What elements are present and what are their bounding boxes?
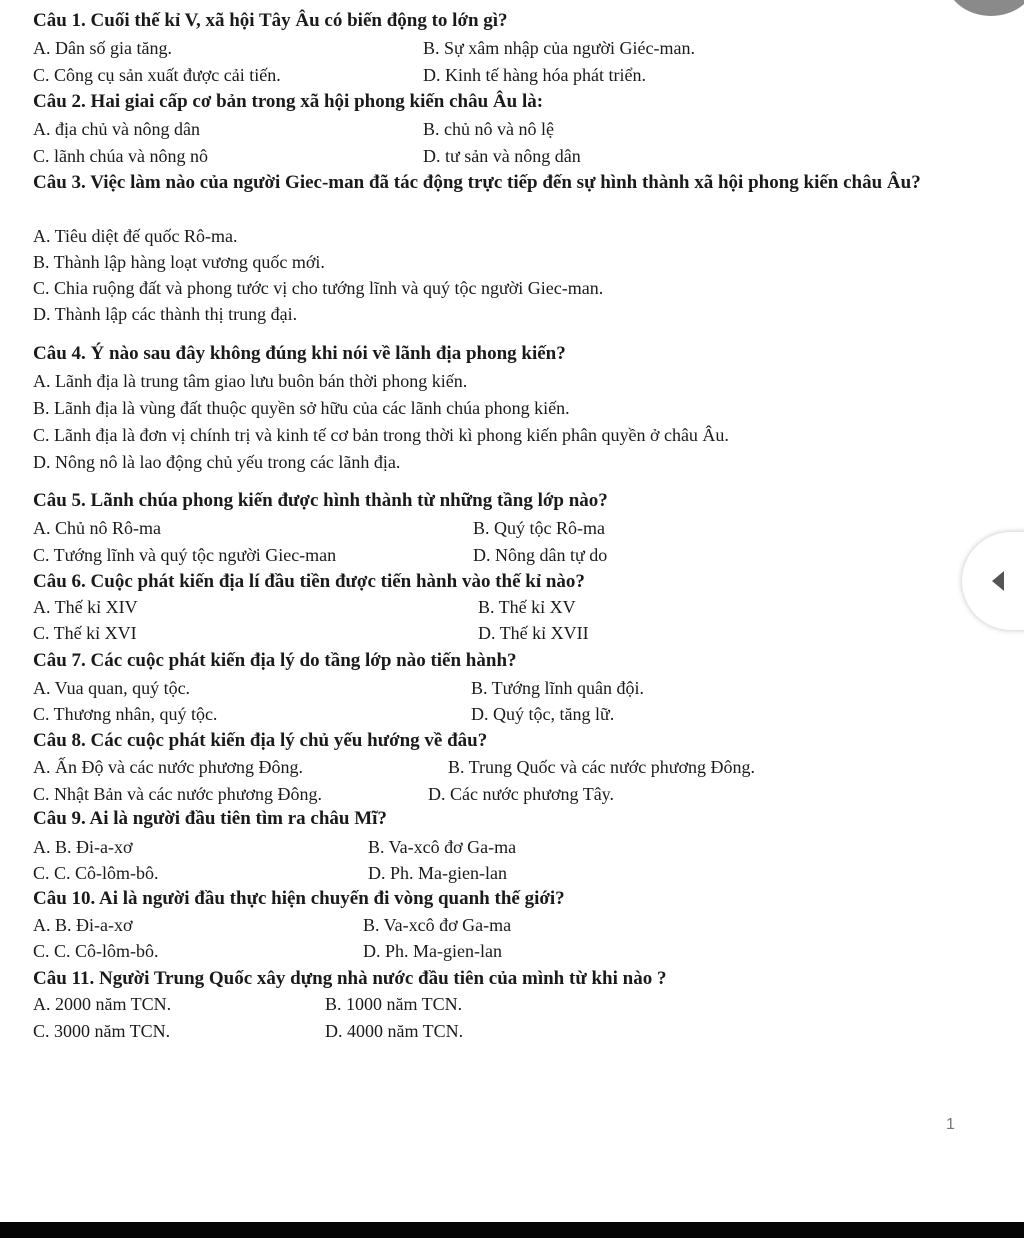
answer-option: C. Tướng lĩnh và quý tộc người Giec-man <box>33 545 337 565</box>
answer-option: C. Lãnh địa là đơn vị chính trị và kinh tế cơ bản trong thời kì phong kiến phân quyền ở châu Âu. <box>33 425 729 445</box>
answer-option: C. Nhật Bản và các nước phương Đông. <box>33 784 322 804</box>
answer-option: D. 4000 năm TCN. <box>325 1021 464 1041</box>
question-title: Câu 2. Hai giai cấp cơ bản trong xã hội phong kiến châu Âu là: <box>33 91 544 112</box>
answer-option: D. Các nước phương Tây. <box>428 784 615 804</box>
question-title: Câu 6. Cuộc phát kiến địa lí đầu tiền được tiến hành vào thế kỉ nào? <box>33 571 585 592</box>
question-title: Câu 4. Ý nào sau đây không đúng khi nói về lãnh địa phong kiến? <box>33 343 566 364</box>
answer-option: B. Va-xcô đơ Ga-ma <box>368 837 517 857</box>
answer-option: C. Chia ruộng đất và phong tước vị cho tướng lĩnh và quý tộc người Giec-man. <box>33 278 604 298</box>
answer-option: B. Tướng lĩnh quân đội. <box>471 678 644 698</box>
answer-option: A. địa chủ và nông dân <box>33 119 200 139</box>
answer-option: D. tư sản và nông dân <box>423 146 581 166</box>
answer-option: A. B. Đi-a-xơ <box>33 837 133 857</box>
bottom-bar <box>0 1222 1024 1238</box>
answer-option: C. Công cụ sản xuất được cải tiến. <box>33 65 281 85</box>
question-title: Câu 7. Các cuộc phát kiến địa lý do tầng lớp nào tiến hành? <box>33 650 517 671</box>
answer-option: B. Thế kỉ XV <box>478 597 576 617</box>
answer-option: C. Thương nhân, quý tộc. <box>33 704 218 724</box>
answer-option: A. Chủ nô Rô-ma <box>33 518 161 538</box>
question-title: Câu 9. Ai là người đầu tiên tìm ra châu Mĩ? <box>33 808 387 829</box>
answer-option: A. Ấn Độ và các nước phương Đông. <box>33 757 303 777</box>
answer-option: D. Ph. Ma-gien-lan <box>363 941 502 961</box>
answer-option: D. Nông dân tự do <box>473 545 608 565</box>
answer-option: B. Trung Quốc và các nước phương Đông. <box>448 757 756 777</box>
answer-option: B. Quý tộc Rô-ma <box>473 518 605 538</box>
answer-option: D. Ph. Ma-gien-lan <box>368 863 507 883</box>
answer-option: A. B. Đi-a-xơ <box>33 915 133 935</box>
answer-option: B. Lãnh địa là vùng đất thuộc quyền sở hữu của các lãnh chúa phong kiến. <box>33 398 570 418</box>
answer-option: D. Thành lập các thành thị trung đại. <box>33 304 298 324</box>
answer-option: C. C. Cô-lôm-bô. <box>33 863 159 883</box>
answer-option: A. Vua quan, quý tộc. <box>33 678 191 698</box>
question-title: Câu 8. Các cuộc phát kiến địa lý chủ yếu hướng về đâu? <box>33 730 488 751</box>
answer-option: B. Thành lập hàng loạt vương quốc mới. <box>33 252 325 272</box>
answer-option: B. chủ nô và nô lệ <box>423 119 554 139</box>
answer-option: C. Thế kỉ XVI <box>33 623 137 643</box>
answer-option: B. Sự xâm nhập của người Giéc-man. <box>423 38 695 58</box>
answer-option: D. Kinh tế hàng hóa phát triển. <box>423 65 646 85</box>
answer-option: B. Va-xcô đơ Ga-ma <box>363 915 512 935</box>
answer-option: A. Lãnh địa là trung tâm giao lưu buôn bán thời phong kiến. <box>33 371 468 391</box>
answer-option: B. 1000 năm TCN. <box>325 994 463 1014</box>
answer-option: C. lãnh chúa và nông nô <box>33 146 208 166</box>
answer-option: D. Quý tộc, tăng lữ. <box>471 704 615 724</box>
answer-option: A. 2000 năm TCN. <box>33 994 172 1014</box>
page-number: 1 <box>946 1116 955 1133</box>
chevron-left-icon <box>992 571 1004 591</box>
question-title: Câu 1. Cuối thế kỉ V, xã hội Tây Âu có biến động to lớn gì? <box>33 10 508 31</box>
answer-option: A. Thế kỉ XIV <box>33 597 138 617</box>
answer-option: A. Tiêu diệt đế quốc Rô-ma. <box>33 226 238 246</box>
question-title: Câu 10. Ai là người đầu thực hiện chuyến đi vòng quanh thế giới? <box>33 888 565 909</box>
answer-option: C. C. Cô-lôm-bô. <box>33 941 159 961</box>
answer-option: C. 3000 năm TCN. <box>33 1021 171 1041</box>
question-title: Câu 11. Người Trung Quốc xây dựng nhà nước đầu tiên của mình từ khi nào ? <box>33 968 667 989</box>
question-title: Câu 3. Việc làm nào của người Giec-man đã tác động trực tiếp đến sự hình thành xã hội phong kiến châu Âu? <box>33 172 921 193</box>
answer-option: D. Thế kỉ XVII <box>478 623 589 643</box>
answer-option: A. Dân số gia tăng. <box>33 38 172 58</box>
answer-option: D. Nông nô là lao động chủ yếu trong các lãnh địa. <box>33 452 401 472</box>
question-title: Câu 5. Lãnh chúa phong kiến được hình thành từ những tầng lớp nào? <box>33 490 608 511</box>
